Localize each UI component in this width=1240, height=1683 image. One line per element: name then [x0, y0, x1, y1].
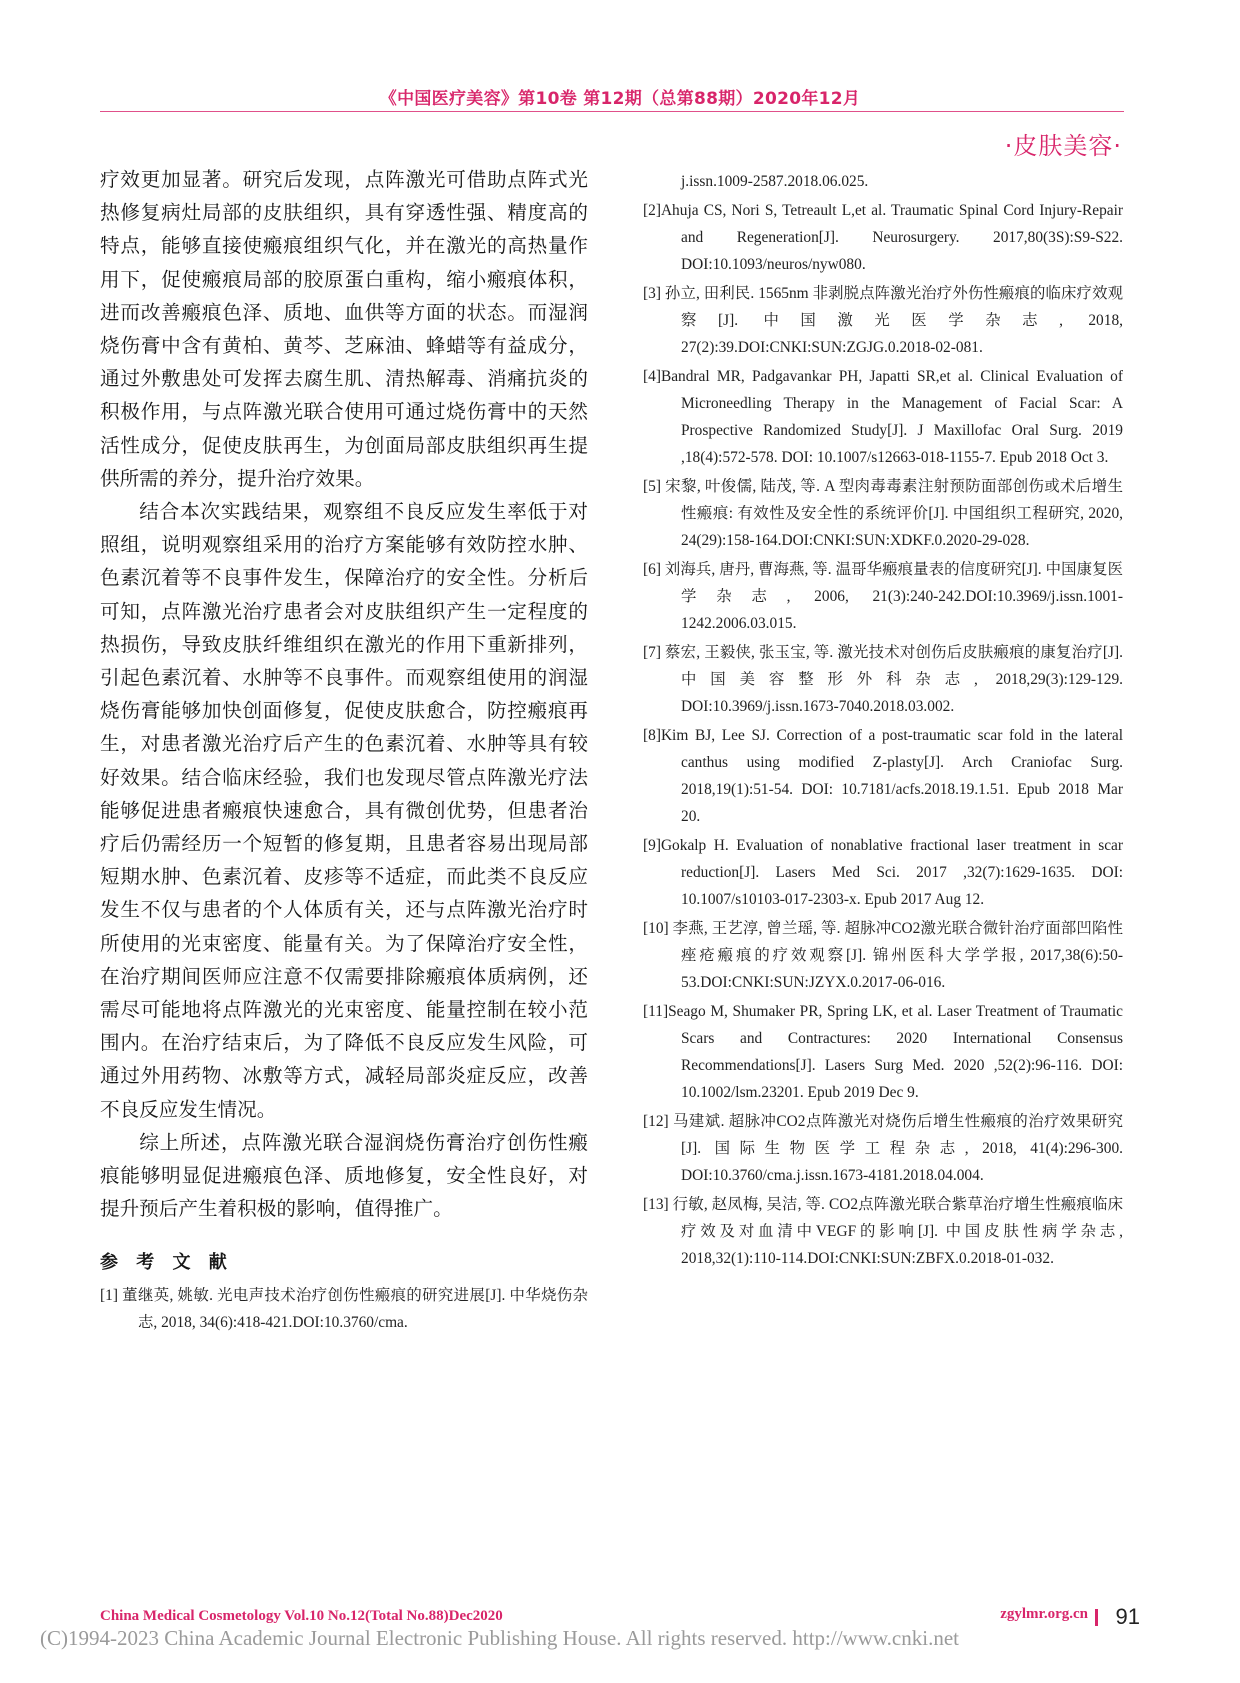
- left-column: [100, 163, 588, 1336]
- reference-item: [9]Gokalp H. Evaluation of nonablative fractional laser treatment in scar reduction[J]. Lasers Med Sci. 2017 ,32(7):1629-1635. DOI: 10.1007/s10103-017-2303-x. Epub 2017 Aug 12.: [643, 837, 1123, 908]
- body-paragraph: 结合本次实践结果，观察组不良反应发生率低于对照组，说明观察组采用的治疗方案能够有效防控水肿、色素沉着等不良事件发生，保障治疗的安全性。分析后可知，点阵激光治疗患者会对皮肤组织产生一定程度的热损伤，导致皮肤纤维组织在激光的作用下重新排列，引起色素沉着、水肿等不良事件。而观察组使用的润湿烧伤膏能够加快创面修复，促使皮肤愈合，防控瘢痕再生，对患者激光治疗后产生的色素沉着、水肿等具有较好效果。结合临床经验，我们也发现尽管点阵激光疗法能够促进患者瘢痕快速愈合，具有微创优势，但患者治疗后仍需经历一个短暂的修复期，且患者容易出现局部短期水肿、色素沉着、皮疹等不适症，而此类不良反应发生不仅与患者的个人体质有关，还与点阵激光治疗时所使用的光束密度、能量有关。为了保障治疗安全性，在治疗期间医师应注意不仅需要排除瘢痕体质病例，还需尽可能地将点阵激光的光束密度、能量控制在较小范围内。在治疗结束后，为了降低不良反应发生风险，可通过外用药物、冰敷等方式，减轻局部炎症反应，改善不良反应发生情况。: [100, 500, 588, 1121]
- section-label: ·皮肤美容·: [1004, 132, 1122, 160]
- reference-item: [3] 孙立, 田利民. 1565nm 非剥脱点阵激光治疗外伤性瘢痕的临床疗效观察[J]. 中国激光医学杂志, 2018, 27(2):39.DOI:CNKI:SUN:ZGJG.0.2018-02-081.: [643, 285, 1123, 356]
- reference-item: [6] 刘海兵, 唐丹, 曹海燕, 等. 温哥华瘢痕量表的信度研究[J]. 中国康复医学杂志, 2006, 21(3):240-242.DOI:10.3969/j.issn.1001-1242.2006.03.015.: [643, 561, 1123, 632]
- body-paragraph: 疗效更加显著。研究后发现，点阵激光可借助点阵式光热修复病灶局部的皮肤组织，具有穿透性强、精度高的特点，能够直接使瘢痕组织气化，并在激光的高热量作用下，促使瘢痕局部的胶原蛋白重构，缩小瘢痕体积，进而改善瘢痕色泽、质地、血供等方面的状态。而湿润烧伤膏中含有黄柏、黄芩、芝麻油、蜂蜡等有益成分，通过外敷患处可发挥去腐生肌、清热解毒、消痛抗炎的积极作用，与点阵激光联合使用可通过烧伤膏中的天然活性成分，促使皮肤再生，为创面局部皮肤组织再生提供所需的养分，提升治疗效果。: [100, 168, 588, 490]
- right-column: [643, 168, 1123, 1274]
- footer-divider: [1095, 1609, 1098, 1626]
- reference-item: [11]Seago M, Shumaker PR, Spring LK, et al. Laser Treatment of Traumatic Scars and Contractures: 2020 International Consensus Recommendations[J]. Lasers Surg Med. 2020 ,52(2):96-116. DOI: 10.1002/lsm.23201. Epub 2019 Dec 9.: [643, 1003, 1123, 1101]
- reference-list-right: [643, 197, 1123, 1272]
- reference-item: [8]Kim BJ, Lee SJ. Correction of a post-traumatic scar fold in the lateral canthus using modified Z-plasty[J]. Arch Craniofac Surg. 2018,19(1):51-54. DOI: 10.7181/acfs.2018.19.1.51. Epub 2018 Mar 20.: [643, 727, 1123, 825]
- footer-website: zgylmr.org.cn: [1000, 1606, 1088, 1622]
- body-paragraph: 综上所述，点阵激光联合湿润烧伤膏治疗创伤性瘢痕能够明显促进瘢痕色泽、质地修复，安全性良好，对提升预后产生着积极的影响，值得推广。: [100, 1130, 588, 1221]
- references-heading: 参 考 文 献: [100, 1251, 233, 1273]
- reference-continuation: j.issn.1009-2587.2018.06.025.: [681, 173, 869, 190]
- journal-header: 《中国医疗美容》第10卷 第12期（总第88期）2020年12月: [379, 89, 861, 109]
- reference-item: [2]Ahuja CS, Nori S, Tetreault L,et al. Traumatic Spinal Cord Injury-Repair and Regeneration[J]. Neurosurgery. 2017,80(3S):S9-S22. DOI:10.1093/neuros/nyw080.: [643, 202, 1123, 273]
- page-number: 91: [1115, 1604, 1140, 1629]
- reference-item: [7] 蔡宏, 王毅侠, 张玉宝, 等. 激光技术对创伤后皮肤瘢痕的康复治疗[J]. 中国美容整形外科杂志, 2018,29(3):129-129. DOI:10.3969/j.issn.1673-7040.2018.03.002.: [643, 644, 1123, 715]
- body-text: [100, 163, 588, 1226]
- copyright-watermark: (C)1994-2023 China Academic Journal Electronic Publishing House. All rights reserved. http://www.cnki.net: [40, 1626, 959, 1650]
- reference-list-left: [100, 1282, 588, 1336]
- footer-journal-name: China Medical Cosmetology Vol.10 No.12(Total No.88)Dec2020: [100, 1608, 503, 1624]
- reference-item: [4]Bandral MR, Padgavankar PH, Japatti SR,et al. Clinical Evaluation of Microneedling Therapy in the Management of Facial Scar: A Prospective Randomized Study[J]. J Maxillofac Oral Surg. 2019 ,18(4):572-578. DOI: 10.1007/s12663-018-1155-7. Epub 2018 Oct 3.: [643, 368, 1123, 466]
- reference-item: [12] 马建斌. 超脉冲CO2点阵激光对烧伤后增生性瘢痕的治疗效果研究[J]. 国际生物医学工程杂志, 2018, 41(4):296-300. DOI:10.3760/cma.j.issn.1673-4181.2018.04.004.: [643, 1113, 1123, 1184]
- reference-item: [10] 李燕, 王艺淳, 曾兰瑶, 等. 超脉冲CO2激光联合微针治疗面部凹陷性痤疮瘢痕的疗效观察[J]. 锦州医科大学学报, 2017,38(6):50-53.DOI:CNKI:SUN:JZYX.0.2017-06-016.: [643, 920, 1123, 991]
- reference-item: [1] 董继英, 姚敏. 光电声技术治疗创伤性瘢痕的研究进展[J]. 中华烧伤杂志, 2018, 34(6):418-421.DOI:10.3760/cma.: [100, 1286, 588, 1331]
- header-divider: [100, 111, 1124, 112]
- reference-item: [13] 行敏, 赵凤梅, 吴洁, 等. CO2点阵激光联合紫草治疗增生性瘢痕临床疗效及对血清中VEGF的影响[J]. 中国皮肤性病学杂志, 2018,32(1):110-114.DOI:CNKI:SUN:ZBFX.0.2018-01-032.: [643, 1196, 1123, 1267]
- reference-item: [5] 宋黎, 叶俊儒, 陆茂, 等. A 型肉毒毒素注射预防面部创伤或术后增生性瘢痕: 有效性及安全性的系统评价[J]. 中国组织工程研究, 2020, 24(29):158-164.DOI:CNKI:SUN:XDKF.0.2020-29-028.: [643, 478, 1123, 549]
